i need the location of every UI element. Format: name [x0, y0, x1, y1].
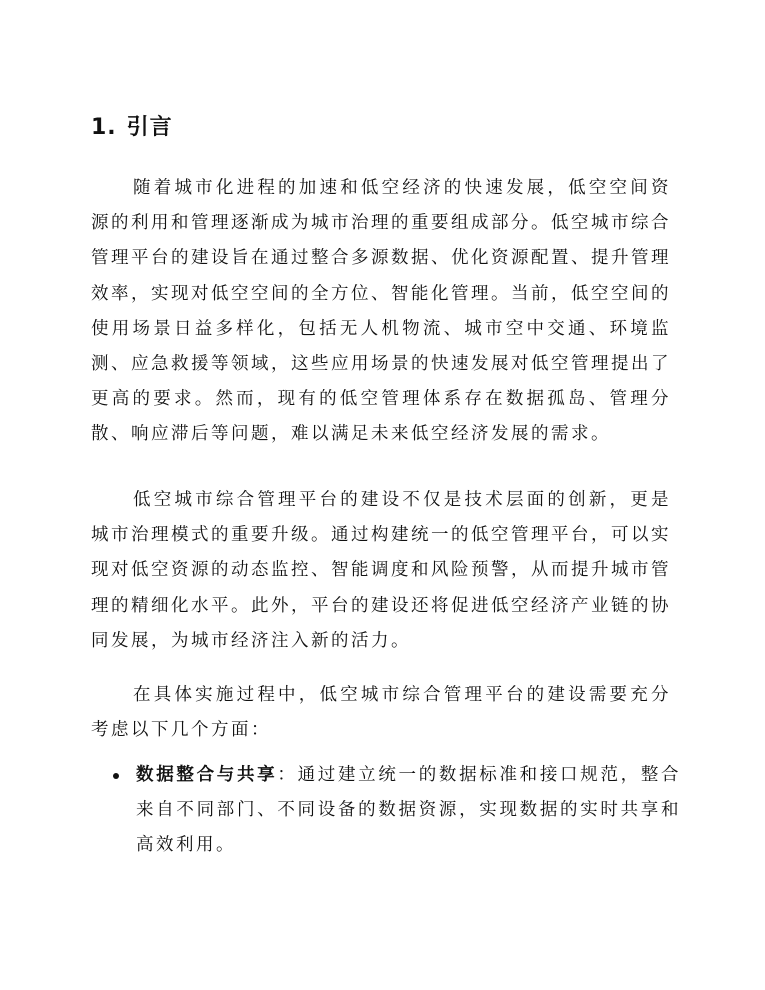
paragraph-1: 随着城市化进程的加速和低空经济的快速发展，低空空间资源的利用和管理逐渐成为城市治理的重要组成部分。低空城市综合管理平台的建设旨在通过整合多源数据、优化资源配置、提升管理效率，实现对低空空间的全方位、智能化管理。当前，低空空间的使用场景日益多样化，包括无人机物流、城市空中交通、环境监测、应急救援等领域，这些应用场景的快速发展对低空管理提出了更高的要求。然而，现有的低空管理体系存在数据孤岛、管理分散、响应滞后等问题，难以满足未来低空经济发展的需求。: [91, 178, 671, 445]
bullet-label: 数据整合与共享: [136, 765, 278, 785]
paragraph-3: 在具体实施过程中，低空城市综合管理平台的建设需要充分考虑以下几个方面：: [91, 685, 671, 741]
bullet-separator: ：: [277, 765, 298, 785]
section-title: 引言: [126, 115, 173, 140]
section-number: 1.: [91, 115, 117, 140]
paragraph-2: 低空城市综合管理平台的建设不仅是技术层面的创新，更是城市治理模式的重要升级。通过构建统一的低空管理平台，可以实现对低空资源的动态监控、智能调度和风险预警，从而提升城市管理的精细化水平。此外，平台的建设还将促进低空经济产业链的协同发展，为城市经济注入新的活力。: [91, 490, 671, 651]
list-item: [91, 758, 681, 864]
section-heading: [91, 112, 173, 144]
bullet-list: [91, 758, 681, 864]
bullet-text: 通过建立统一的数据标准和接口规范，整合来自不同部门、不同设备的数据资源，实现数据的实时共享和高效利用。: [136, 765, 682, 856]
bullet-dot-icon: [113, 773, 119, 779]
